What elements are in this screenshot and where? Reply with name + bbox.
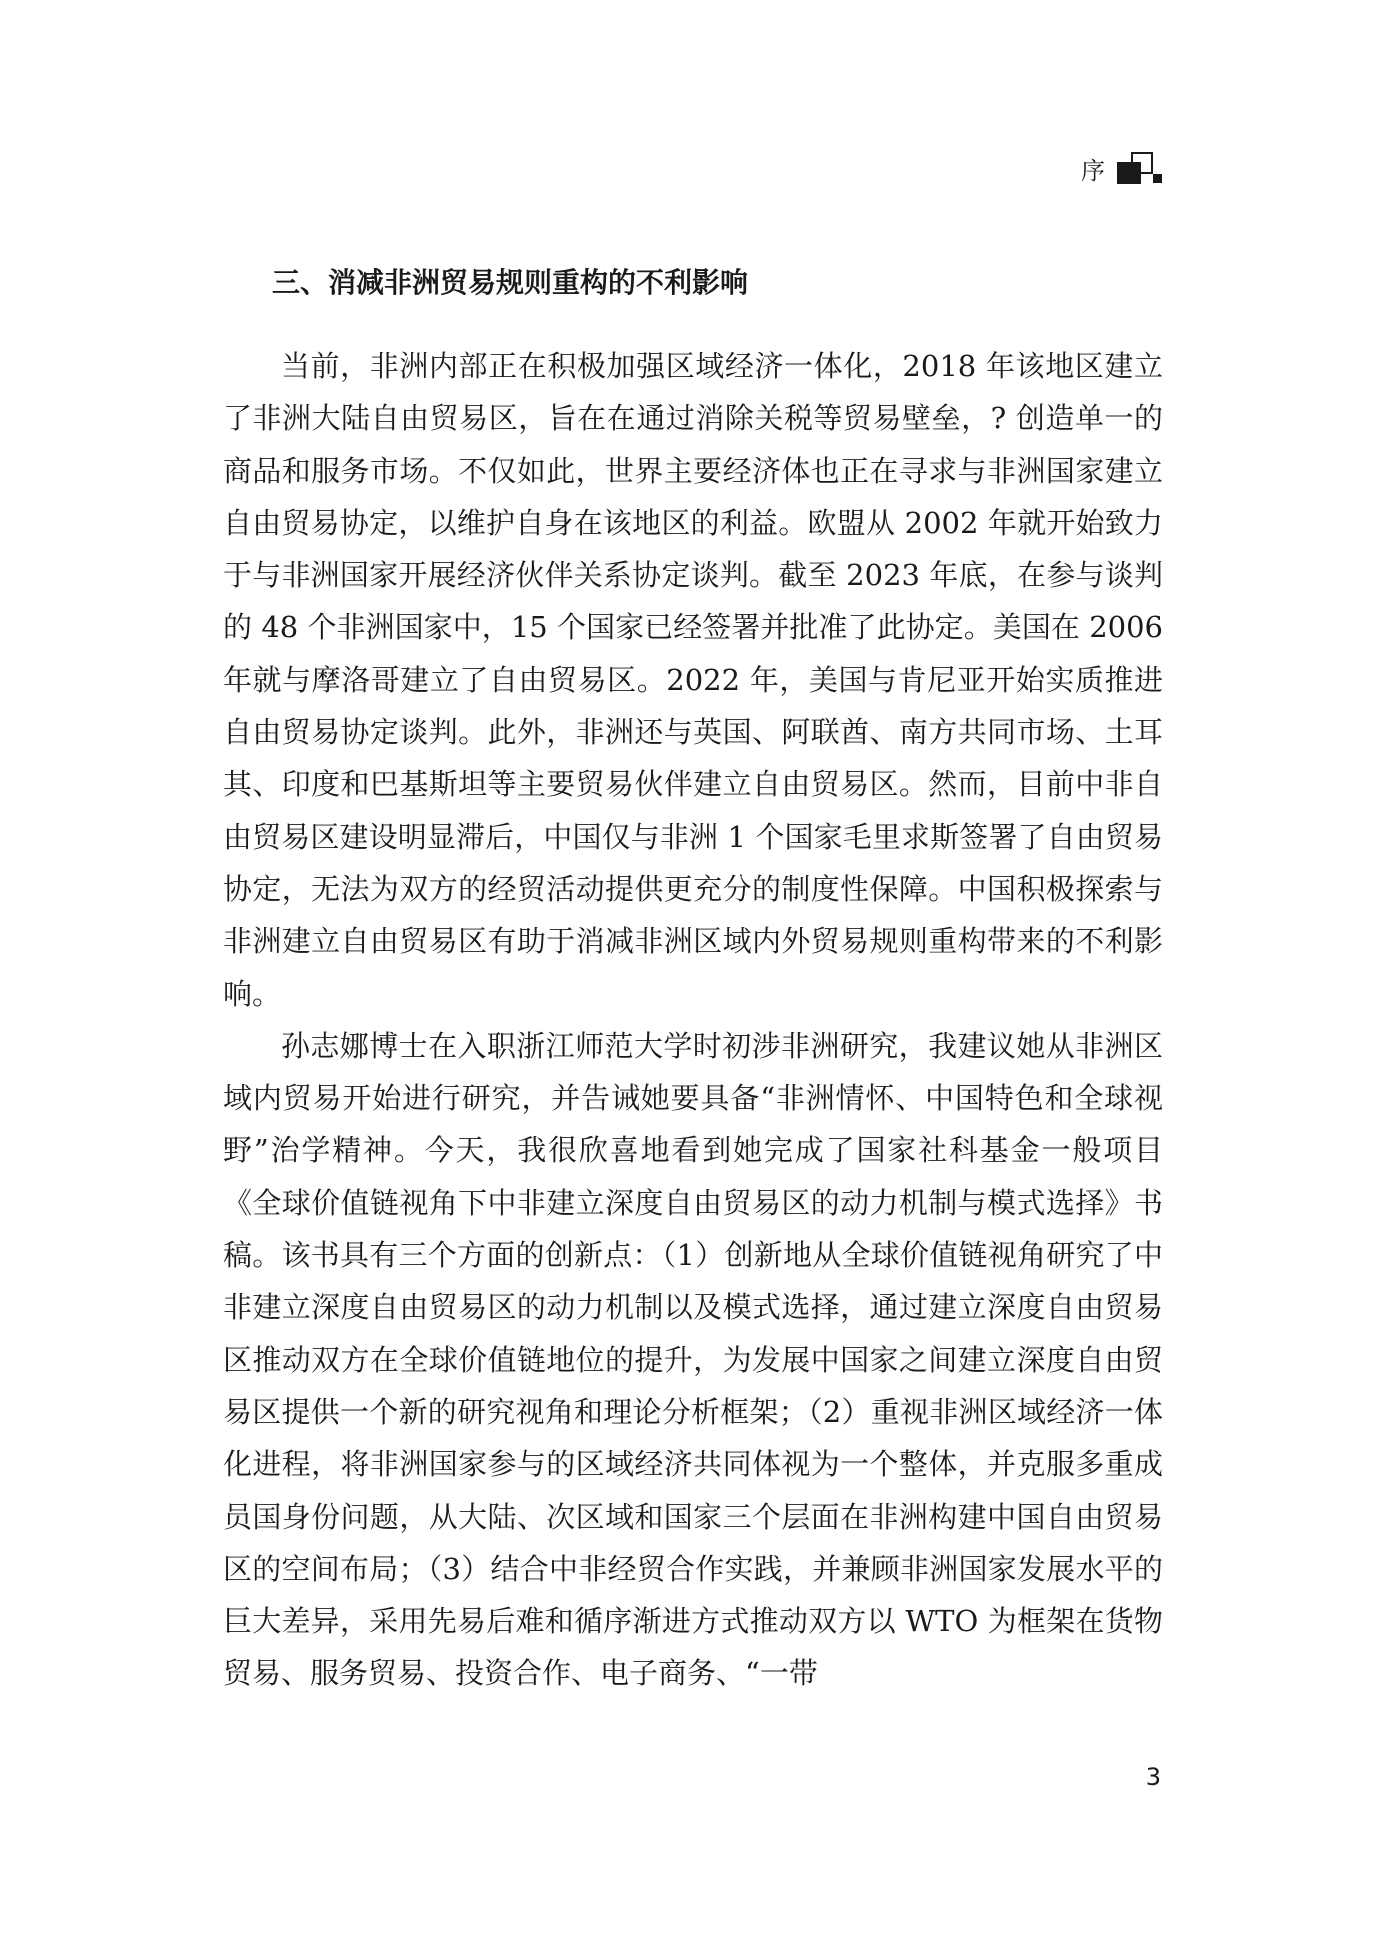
body-text (223, 340, 1163, 1700)
running-head-square-ornament (1117, 152, 1161, 186)
page-number: 3 (1145, 1763, 1161, 1791)
solid-square-ornament (1117, 162, 1141, 184)
running-head (1081, 152, 1161, 186)
section-heading: 三、消减非洲贸易规则重构的不利影响 (272, 266, 749, 299)
paragraph: 孙志娜博士在入职浙江师范大学时初涉非洲研究，我建议她从非洲区域内贸易开始进行研究，并告诫她要具备“非洲情怀、中国特色和全球视野”治学精神。今天，我很欣喜地看到她完成了国家社科基金一般项目《全球价值链视角下中非建立深度自由贸易区的动力机制与模式选择》书稿。该书具有三个方面的创新点：（1）创新地从全球价值链视角研究了中非建立深度自由贸易区的动力机制以及模式选择，通过建立深度自由贸易区推动双方在全球价值链地位的提升，为发展中国家之间建立深度自由贸易区提供一个新的研究视角和理论分析框架；（2）重视非洲区域经济一体化进程，将非洲国家参与的区域经济共同体视为一个整体，并克服多重成员国身份问题，从大陆、次区域和国家三个层面在非洲构建中国自由贸易区的空间布局；（3）结合中非经贸合作实践，并兼顾非洲国家发展水平的巨大差异，采用先易后难和循序渐进方式推动双方以 WTO 为框架在货物贸易、服务贸易、投资合作、电子商务、“一带 (223, 1028, 1163, 1691)
small-square-ornament (1153, 174, 1162, 183)
running-head-label: 序 (1081, 157, 1107, 185)
paragraph: 当前，非洲内部正在积极加强区域经济一体化，2018 年该地区建立了非洲大陆自由贸易区，旨在在通过消除关税等贸易壁垒，? 创造单一的商品和服务市场。不仅如此，世界主要经济体也正在寻求与非洲国家建立自由贸易协定，以维护自身在该地区的利益。欧盟从 2002 年就开始致力于与非洲国家开展经济伙伴关系协定谈判。截至 2023 年底，在参与谈判的 48 个非洲国家中，15 个国家已经签署并批准了此协定。美国在 2006 年就与摩洛哥建立了自由贸易区。2022 年，美国与肯尼亚开始实质推进自由贸易协定谈判。此外，非洲还与英国、阿联酋、南方共同市场、土耳其、印度和巴基斯坦等主要贸易伙伴建立自由贸易区。然而，目前中非自由贸易区建设明显滞后，中国仅与非洲 1 个国家毛里求斯签署了自由贸易协定，无法为双方的经贸活动提供更充分的制度性保障。中国积极探索与非洲建立自由贸易区有助于消减非洲区域内外贸易规则重构带来的不利影响。 (223, 349, 1163, 1011)
